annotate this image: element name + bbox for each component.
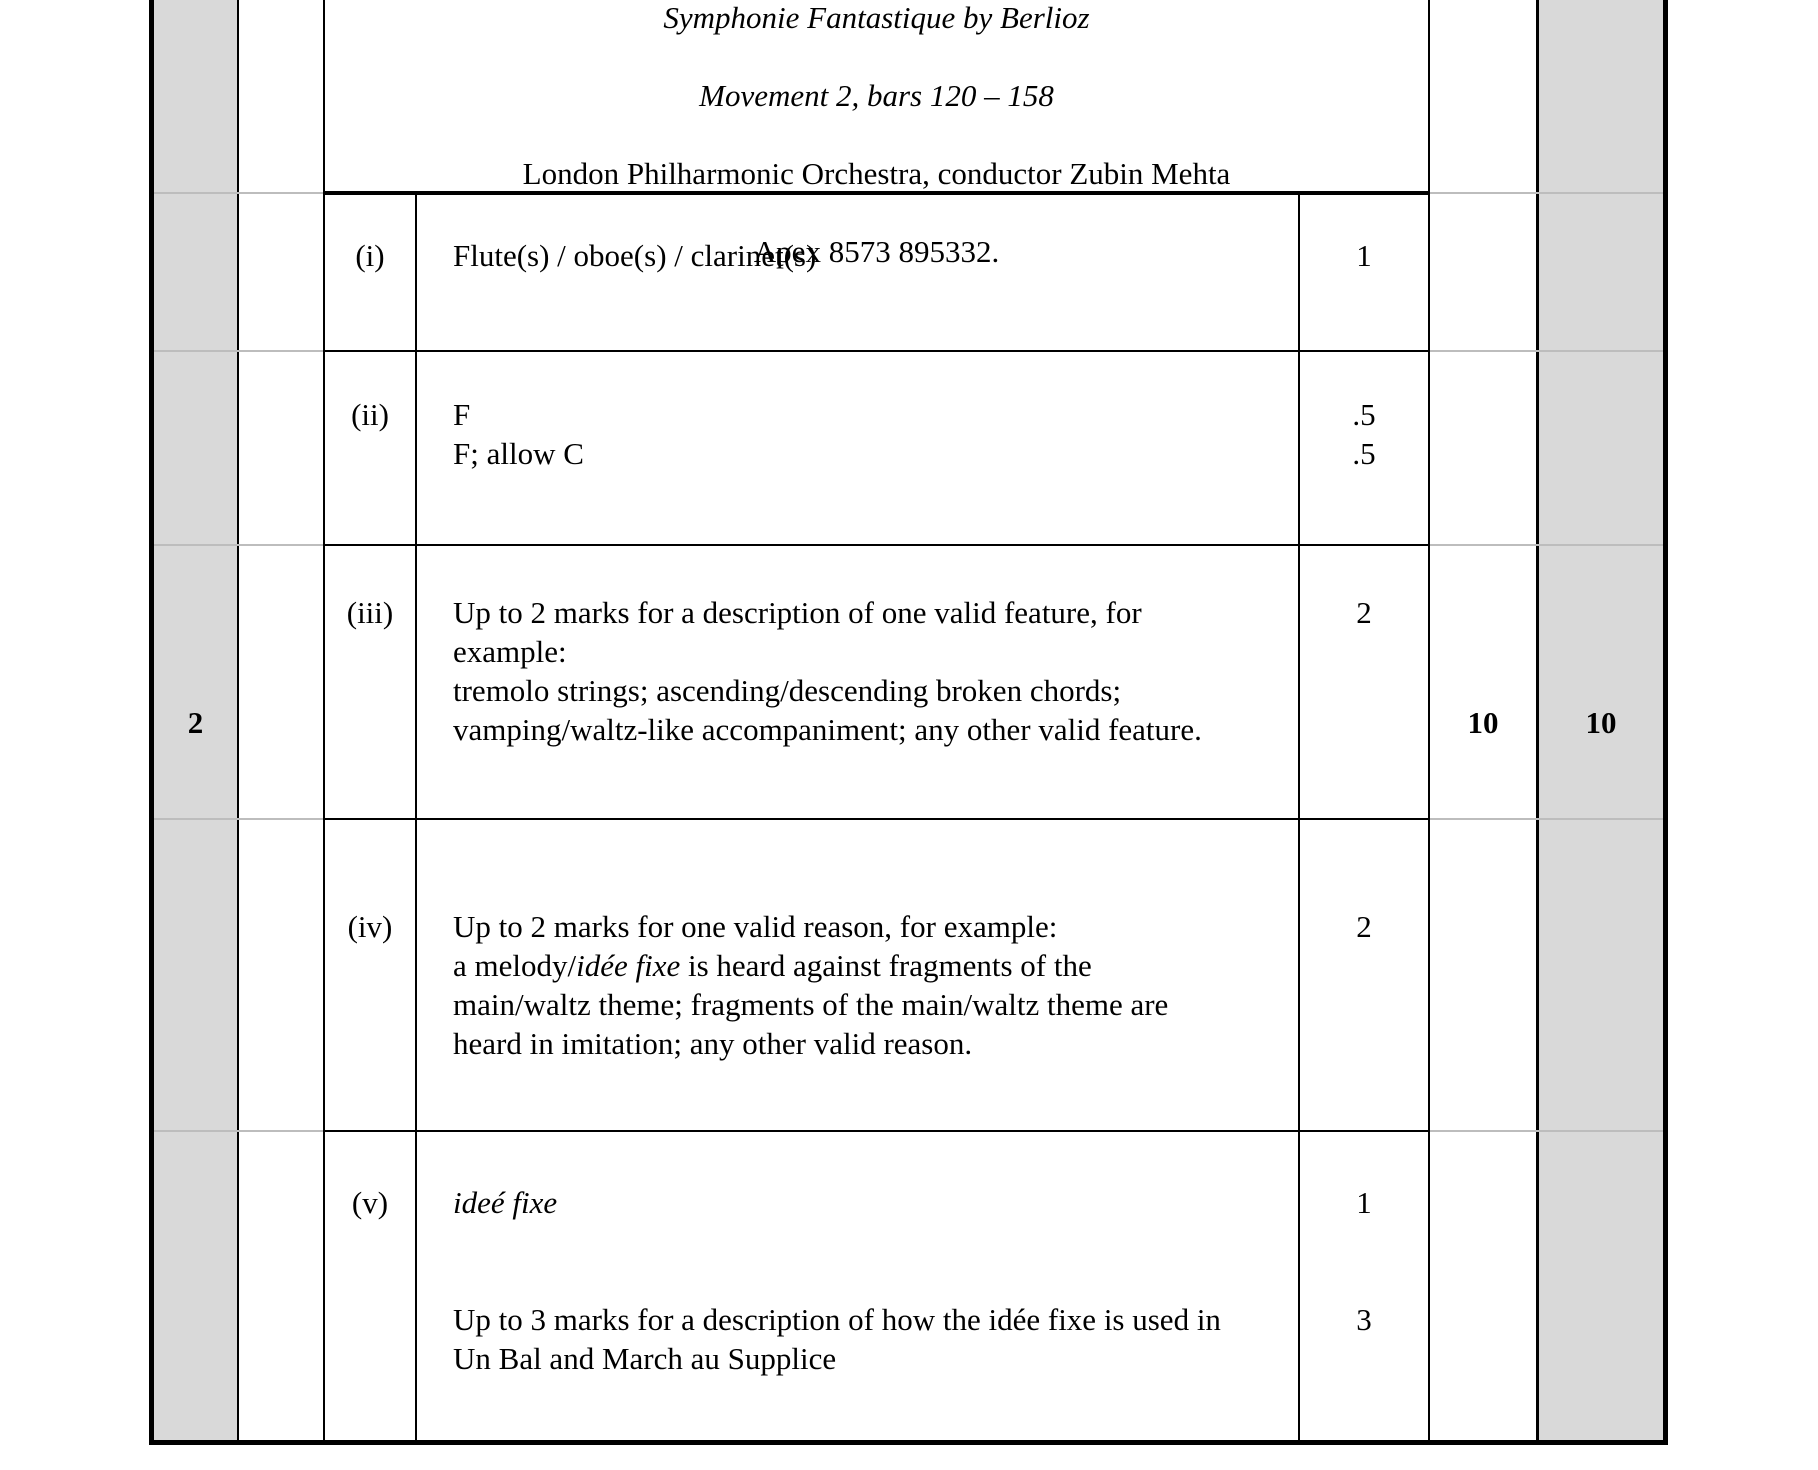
answer-text: main/waltz theme; fragments of the main/waltz theme are (453, 987, 1169, 1022)
piece-title: Symphonie Fantastique by Berlioz (663, 0, 1090, 35)
faint-row-line (154, 192, 323, 194)
mark-value: 1 (1356, 1185, 1372, 1220)
faint-row-line (1430, 350, 1663, 352)
answer-text: tremolo strings; ascending/descending broken chords; (453, 673, 1122, 708)
recording-id: Apex 8573 895332. (753, 234, 1000, 269)
part-label: (v) (351, 1185, 389, 1220)
performer-info: London Philharmonic Orchestra, conductor Zubin Mehta (522, 156, 1231, 191)
mark-value: 2 (1356, 909, 1372, 944)
row-divider (323, 818, 1430, 820)
faint-row-line (154, 350, 323, 352)
part-label: (i) (355, 238, 385, 273)
answer-text: F; allow C (453, 436, 584, 471)
total-marks: 10 (1467, 705, 1499, 740)
answer-text: Up to 2 marks for a description of one valid feature, for (453, 595, 1142, 630)
answer-text: example: (453, 634, 567, 669)
faint-row-line (1430, 818, 1663, 820)
answer-text-mixed (453, 946, 1092, 985)
faint-row-line (154, 1130, 323, 1132)
faint-row-line (1430, 192, 1663, 194)
answer-text: Un Bal and March au Supplice (453, 1341, 837, 1376)
mark-value: 2 (1356, 595, 1372, 630)
idee-fixe-term: idée fixe (576, 948, 681, 983)
answer-text: Flute(s) / oboe(s) / clarinet(s) (453, 238, 817, 273)
answer-text: a melody/ (453, 948, 577, 983)
answer-text: Up to 3 marks for a description of how the idée fixe is used in (453, 1302, 1221, 1337)
row-divider (323, 544, 1430, 546)
row-divider (323, 1130, 1430, 1132)
faint-row-line (154, 818, 323, 820)
faint-row-line (1430, 544, 1663, 546)
table-right-border (1663, 0, 1668, 1445)
table-bottom-border (149, 1440, 1668, 1445)
answer-text: vamping/waltz-like accompaniment; any other valid feature. (453, 712, 1202, 747)
mark-value: .5 (1352, 436, 1376, 471)
max-marks: 10 (1585, 705, 1617, 740)
answer-text: Up to 2 marks for one valid reason, for example: (453, 909, 1058, 944)
column-divider (323, 0, 325, 1440)
column-divider (415, 193, 417, 1440)
column-divider (1298, 193, 1300, 1440)
row-divider (323, 350, 1430, 352)
mark-value: .5 (1352, 397, 1376, 432)
part-label: (iv) (347, 909, 393, 944)
part-label: (iii) (346, 595, 394, 630)
answer-text: is heard against fragments of the (680, 948, 1092, 983)
faint-row-line (154, 544, 323, 546)
answer-text: ideé fixe (453, 1185, 558, 1220)
question-number: 2 (187, 705, 204, 740)
mark-value: 3 (1356, 1302, 1372, 1337)
mark-value: 1 (1356, 238, 1372, 273)
part-label: (ii) (351, 397, 389, 432)
movement-info: Movement 2, bars 120 – 158 (699, 78, 1054, 113)
answer-text: heard in imitation; any other valid reason. (453, 1026, 973, 1061)
faint-row-line (1430, 1130, 1663, 1132)
answer-text: F (453, 397, 471, 432)
